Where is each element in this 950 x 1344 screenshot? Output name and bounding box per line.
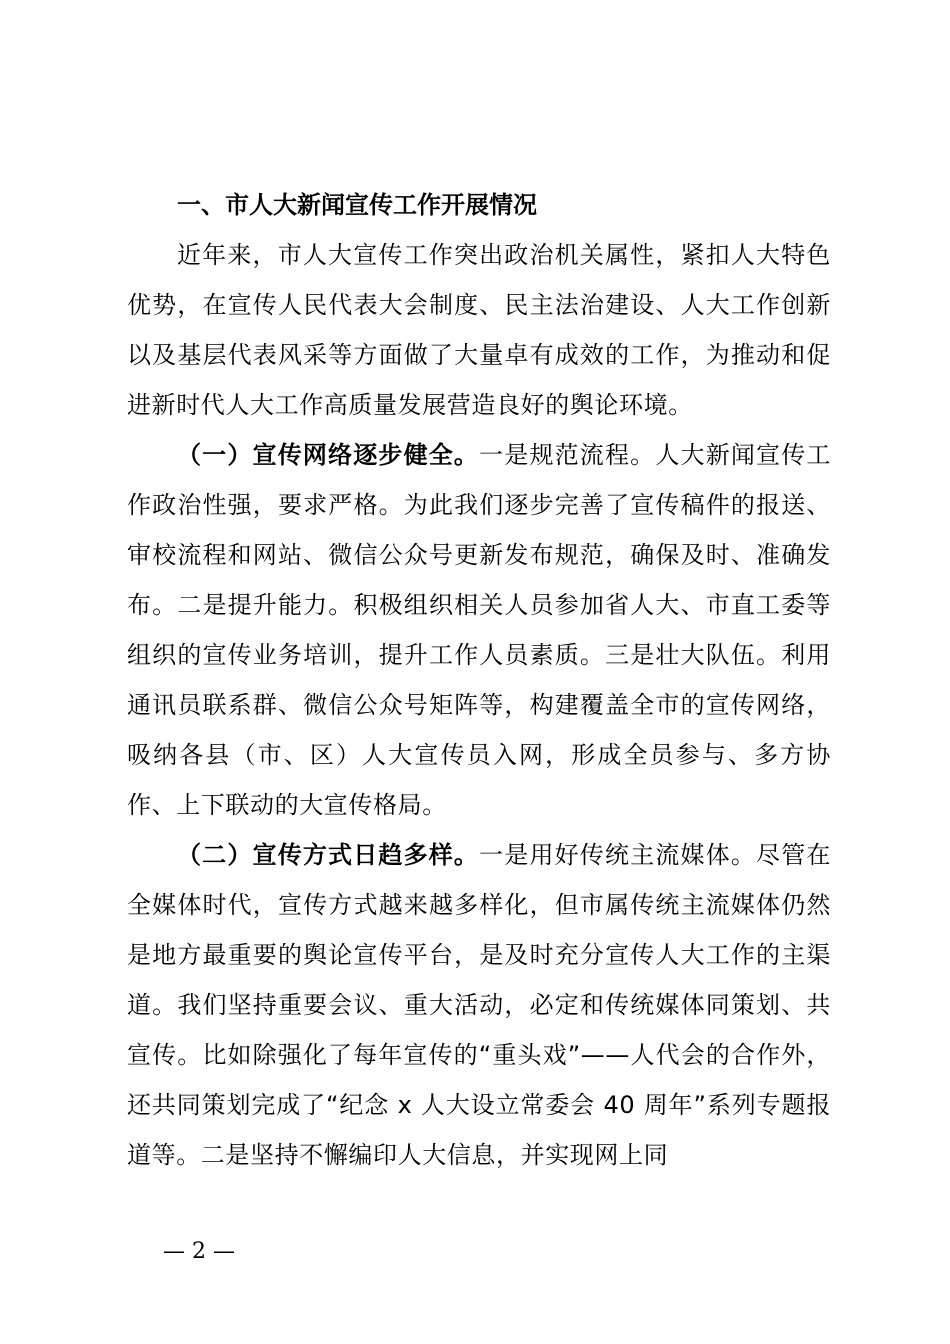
subsection-paragraph-2 <box>127 830 831 1180</box>
intro-paragraph: 近年来，市人大宣传工作突出政治机关属性，紧扣人大特色优势，在宣传人民代表大会制度、民主法治建设、人大工作创新以及基层代表风采等方面做了大量卓有成效的工作，为推动和促进新时代人大工作高质量发展营造良好的舆论环境。 <box>127 241 831 419</box>
subsection-text-1: 一是规范流程。人大新闻宣传工作政治性强，要求严格。为此我们逐步完善了宣传稿件的报送、审校流程和网站、微信公众号更新发布规范，确保及时、准确发布。二是提升能力。积极组织相关人员参加省人大、市直工委等组织的宣传业务培训，提升工作人员素质。三是壮大队伍。利用通讯员联系群、微信公众号矩阵等，构建覆盖全市的宣传网络，吸纳各县（市、区）人大宣传员入网，形成全员参与、多方协作、上下联动的大宣传格局。 <box>127 441 831 819</box>
subsection-paragraph-1 <box>127 430 831 830</box>
document-body <box>127 180 831 1180</box>
subsection-lead-2: （二）宣传方式日趋多样。 <box>177 841 480 869</box>
section-heading: 一、市人大新闻宣传工作开展情况 <box>177 191 537 219</box>
subsection-text-2: 一是用好传统主流媒体。尽管在全媒体时代，宣传方式越来越多样化，但市属传统主流媒体仍然是地方最重要的舆论宣传平台，是及时充分宣传人大工作的主渠道。我们坚持重要会议、重大活动，必定和传统媒体同策划、共宣传。比如除强化了每年宣传的“重头戏”——人代会的合作外，还共同策划完成了“纪念 x 人大设立常委会 40 周年”系列专题报道等。二是坚持不懈编印人大信息，并实现网上同 <box>127 841 831 1169</box>
page-number: — 2 — <box>163 1239 235 1264</box>
subsection-lead-1: （一）宣传网络逐步健全。 <box>177 441 480 469</box>
